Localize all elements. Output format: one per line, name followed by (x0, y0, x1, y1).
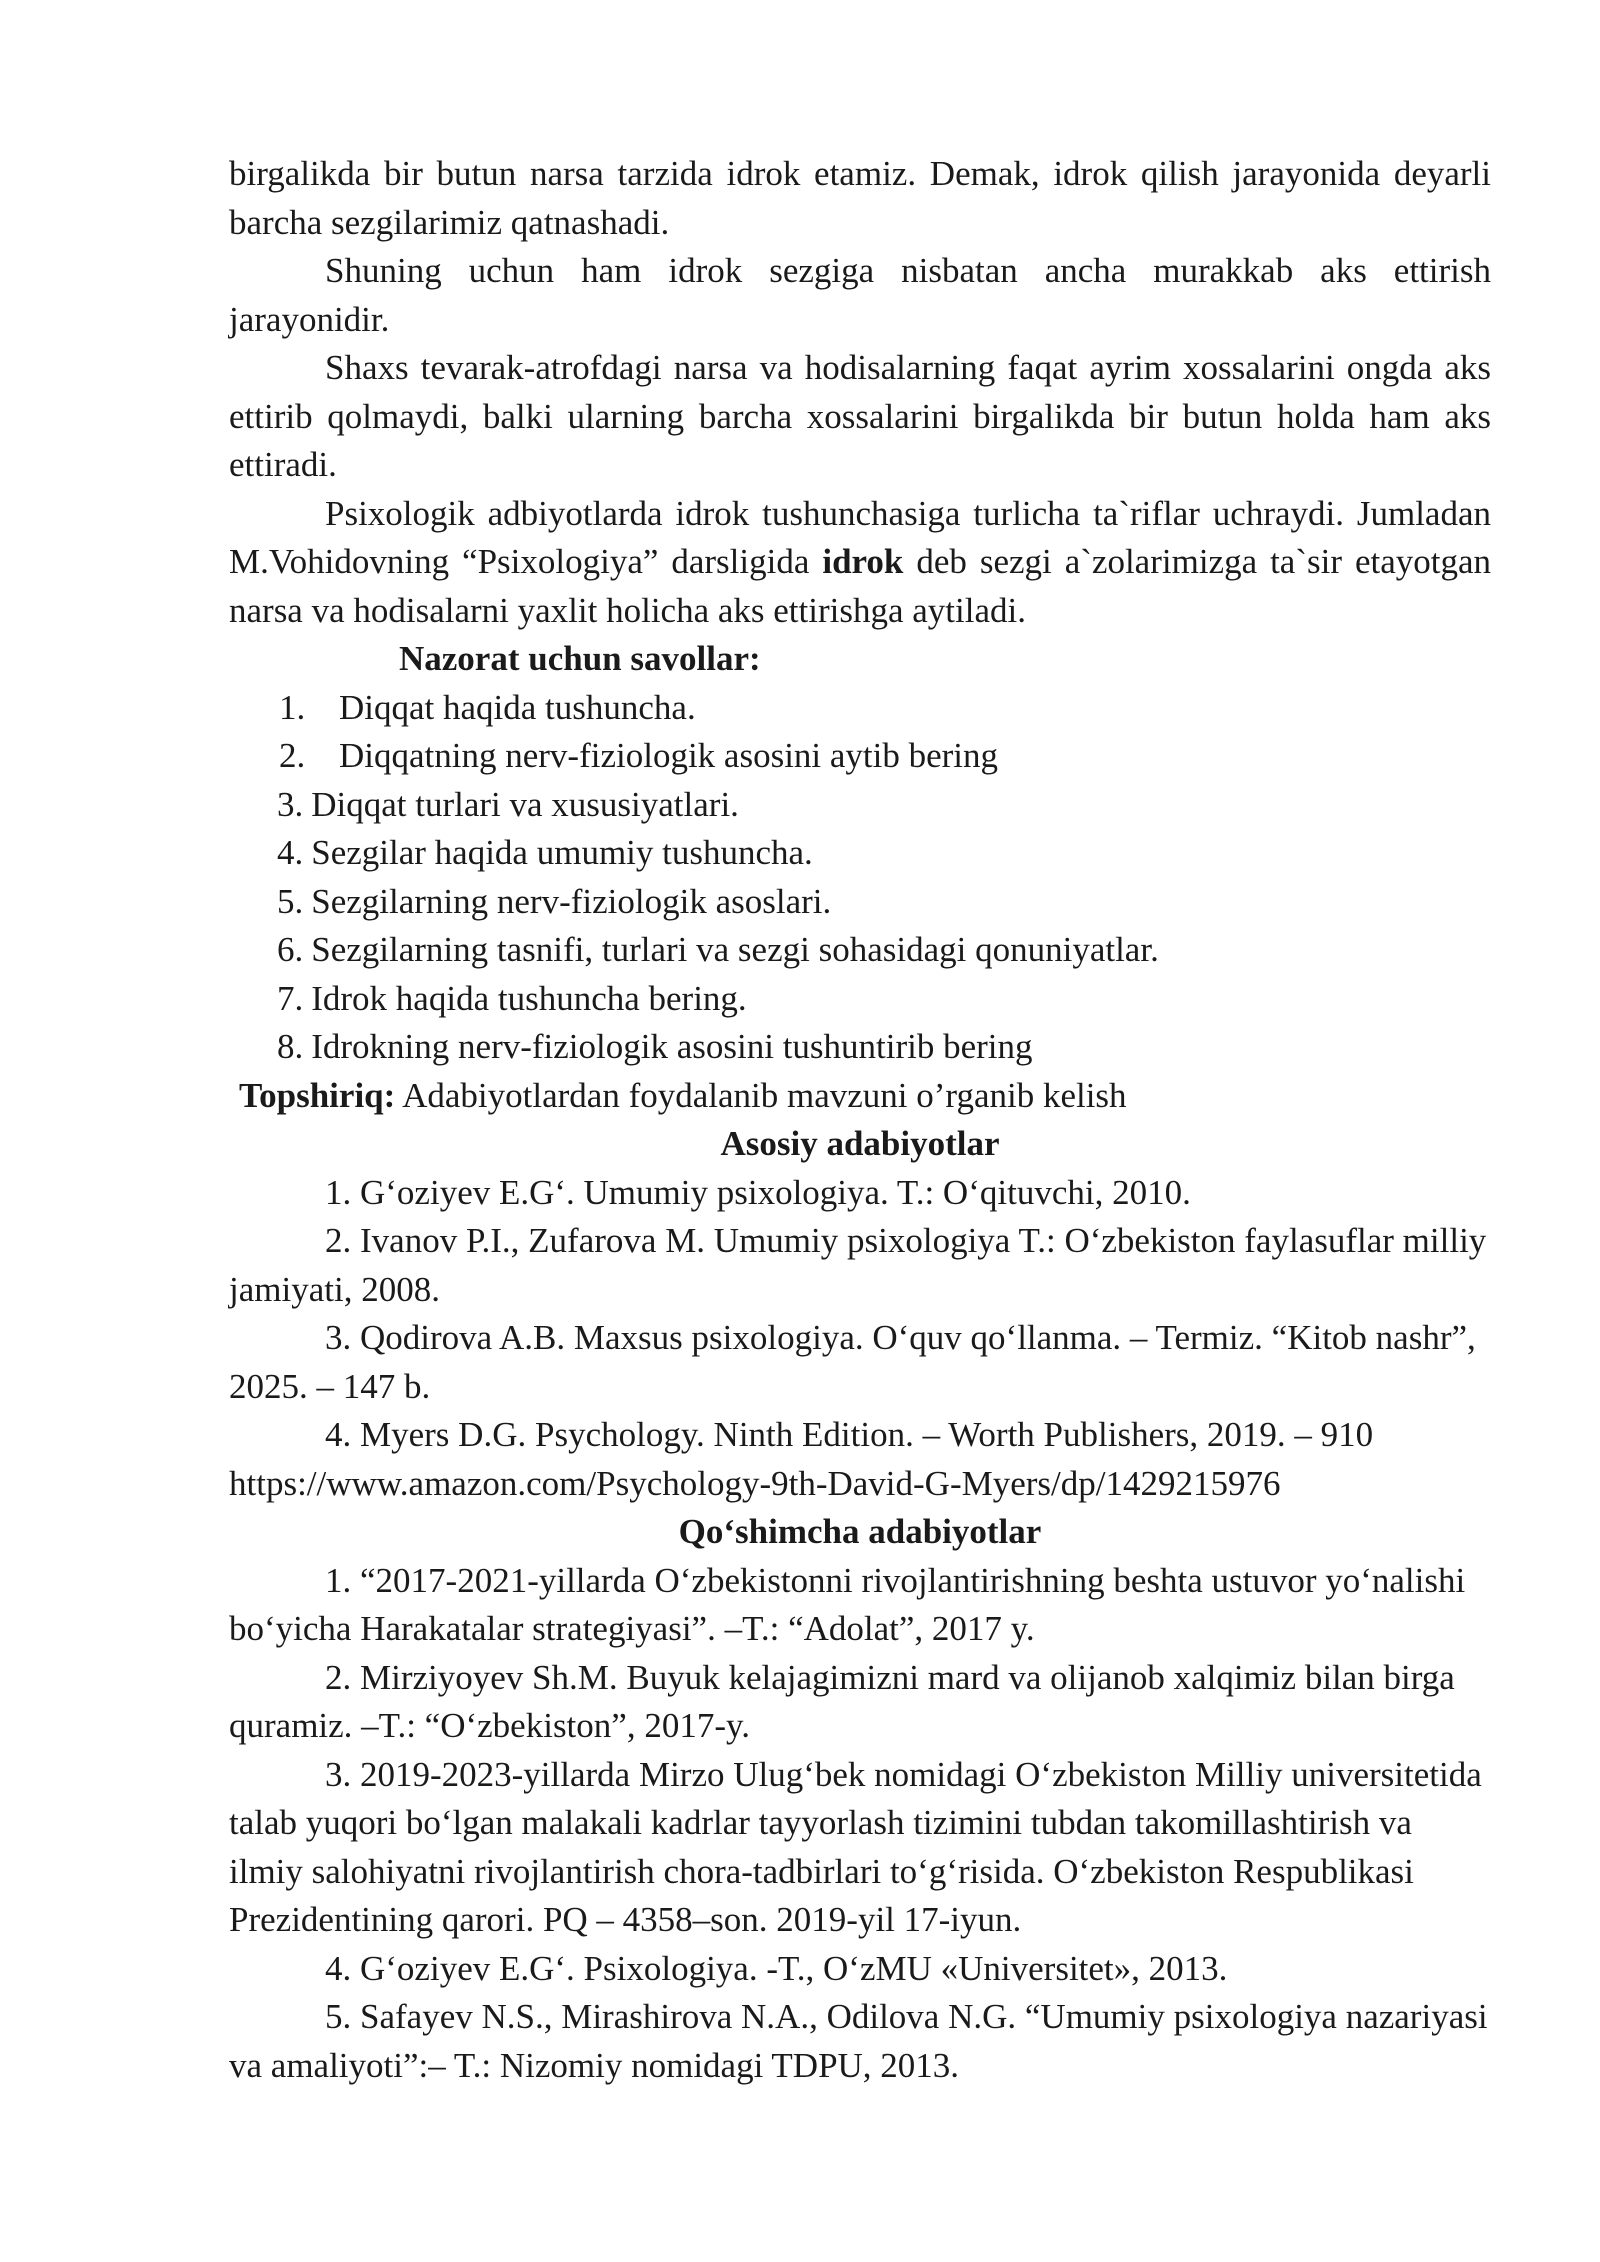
task-text: Adabiyotlardan foydalanib mavzuni o’rganib kelish (395, 1075, 1127, 1115)
question-text: Sezgilarning tasnifi, turlari va sezgi sohasidagi qonuniyatlar. (311, 930, 1159, 969)
question-text: Idrok haqida tushuncha bering. (311, 978, 747, 1018)
question-number: 6. (277, 930, 304, 969)
question-item (229, 1023, 1491, 1072)
question-item (229, 829, 1491, 878)
question-number: 5. (277, 881, 304, 921)
questions-heading: Nazorat uchun savollar: (399, 639, 761, 678)
main-literature-item: 1. G‘oziyev E.G‘. Umumiy psixologiya. T.: O‘qituvchi, 2010. (325, 1172, 1191, 1212)
question-item (229, 926, 1491, 975)
definition-term: idrok (822, 542, 904, 581)
question-number: 3. (277, 784, 304, 824)
question-item (229, 732, 1491, 781)
questions-list (229, 684, 1491, 1072)
additional-literature-item: 2. Mirziyoyev Sh.M. Buyuk kelajagimizni mard va olijanob xalqimiz bilan birga quramiz. –T.: “O‘zbekiston”, 2017-y. (229, 1657, 1455, 1745)
question-number: 4. (277, 833, 304, 872)
main-literature-item: 4. Myers D.G. Psychology. Ninth Edition. – Worth Publishers, 2019. – 910 https://www.amazon.com/Psychology-9th-David-G-Myers/dp/1429215976 (229, 1415, 1374, 1503)
question-number: 8. (277, 1027, 304, 1066)
additional-literature-heading: Qo‘shimcha adabiyotlar (678, 1512, 1042, 1551)
main-literature-item: 2. Ivanov P.I., Zufarova M. Umumiy psixologiya T.: O‘zbekiston faylasuflar milliy jamiyati, 2008. (229, 1221, 1487, 1309)
additional-literature-item: 5. Safayev N.S., Mirashirova N.A., Odilova N.G. “Umumiy psixologiya nazariyasi va amaliyoti”:– T.: Nizomiy nomidagi TDPU, 2013. (229, 1997, 1488, 2085)
question-item (229, 975, 1491, 1024)
definition-text-after: deb sezgi a`zolarimizga ta`sir etayotgan narsa va hodisalarni yaxlit holicha aks ettirishga aytiladi. (229, 542, 1491, 630)
main-literature-item: 3. Qodirova A.B. Maxsus psixologiya. O‘quv qo‘llanma. – Termiz. “Kitob nashr”, 2025. – 147 b. (229, 1318, 1476, 1406)
main-literature-heading: Asosiy adabiyotlar (720, 1124, 1000, 1163)
question-number: 1. (279, 687, 306, 727)
task-label: Topshiriq: (239, 1075, 396, 1115)
additional-literature-item: 3. 2019-2023-yillarda Mirzo Ulug‘bek nomidagi O‘zbekiston Milliy universitetida talab yuqori bo‘lgan malakali kadrlar tayyorlash tizimini tubdan takomillashtirish va ilmiy salohiyatni rivojlantirish chora-tadbirlari to‘g‘risida. O‘zbekiston Respublikasi Prezidentining qarori. PQ – 4358–son. 2019-yil 17-iyun. (229, 1754, 1482, 1939)
question-text: Diqqat haqida tushuncha. (339, 687, 696, 727)
paragraph-perception-complex: Shuning uchun ham idrok sezgiga nisbatan ancha murakkab aks ettirish jarayonidir. (229, 251, 1491, 339)
question-item (229, 878, 1491, 927)
question-item (229, 781, 1491, 830)
question-text: Sezgilar haqida umumiy tushuncha. (311, 833, 813, 872)
question-text: Diqqat turlari va xususiyatlari. (311, 784, 739, 824)
paragraph-definition (229, 490, 1491, 636)
document-page (229, 150, 1491, 2090)
additional-literature-item: 1. “2017-2021-yillarda O‘zbekistonni rivojlantirishning beshta ustuvor yo‘nalishi bo‘yicha Harakatalar strategiyasi”. –T.: “Adolat”, 2017 y. (229, 1560, 1466, 1648)
question-text: Diqqatning nerv-fiziologik asosini aytib bering (339, 736, 999, 775)
definition-text-before: Psixologik adbiyotlarda idrok tushunchasiga turlicha ta`riflar uchraydi. Jumladan M.Vohidovning “Psixologiya” darsligida (229, 493, 1491, 581)
task-line (229, 1072, 1491, 1121)
question-text: Idrokning nerv-fiziologik asosini tushuntirib bering (311, 1027, 1033, 1066)
additional-literature-item: 4. G‘oziyev E.G‘. Psixologiya. -T., O‘zMU «Universitet», 2013. (325, 1948, 1228, 1988)
question-number: 7. (277, 978, 304, 1018)
question-text: Sezgilarning nerv-fiziologik asoslari. (311, 881, 832, 921)
question-number: 2. (279, 736, 306, 775)
question-item (229, 684, 1491, 733)
paragraph-intro: birgalikda bir butun narsa tarzida idrok etamiz. Demak, idrok qilish jarayonida deyarli barcha sezgilarimiz qatnashadi. (229, 154, 1491, 242)
paragraph-properties: Shaxs tevarak-atrofdagi narsa va hodisalarning faqat ayrim xossalarini ongda aks ettirib qolmaydi, balki ularning barcha xossalarini birgalikda bir butun holda ham aks ettiradi. (229, 348, 1491, 484)
